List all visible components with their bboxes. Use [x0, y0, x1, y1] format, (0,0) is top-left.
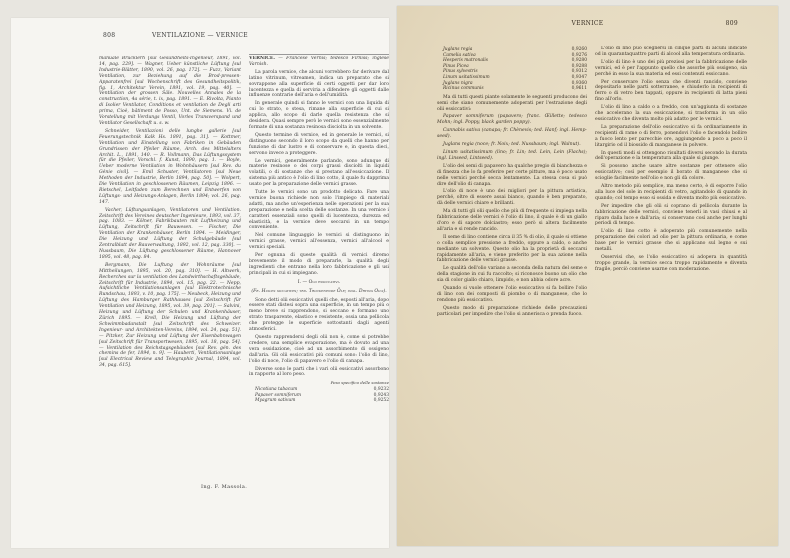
left-running-head: VENTILAZIONE — VERNICE: [152, 32, 248, 39]
body-paragraph: Si possono anche usare altre sostanze per ottenere olio essiccativo; così per esempio il borato di manganese che si scioglie facilmente nell'olio e non gli dà colore.: [595, 164, 747, 182]
seed-entry: Papaver somniferum (papavero; franc. Œillette; tedesco Mohn; ingl. Poppy, black garden poppy).: [437, 114, 587, 126]
gravity-value: 0,9288: [571, 63, 587, 69]
right-running-head: VERNICE: [571, 20, 604, 27]
right-page: [397, 6, 778, 546]
gravity-value: 0,9280: [571, 58, 587, 64]
left-page-header: [11, 32, 389, 44]
bibliography-paragraph: manuale Brucklerh [sul Gesundheits-Ingenieur, 1891, vol. 14, pag. 229]. — Wagner, Ueber künstliche Lüftung [sul Industrie-Blätter, 1890, vol. 26, pag. 172]. — Fuzz, Variant Ventilation, zur Beziehung auf die Brod-pressen-Apparatenfrei [sul Wochenschrift des Gesundheitspolitik, fig. 1, Architektur Verein, 1891, vol. 19, pag. 40]. — Ventilation der grossen Säle. Nouvelles Annales de la construction, 4a série, t. ix, pag. 1891. — E. Rivolta, Pianto di Isolier Ventilator, Conditions et ventilation de Degli arti prima, Cioè, bâtiment de Posso, Unt. de Siemens. Vi. de Vorstellung mit Verdungs Ventil, Vorles Transverspand und Ventilator Gesellschaft u. s. w.: [99, 56, 241, 126]
plant-name: Juglans nigra: [443, 80, 473, 86]
body-paragraph: In generale quindi si fanno le vernici con una liquida di cui lo strato, o stesa, rimane alla superficie di cui si applica, allo scopo di darle quella resistenza che si desidera. Quasi sempre però le vernici sono essenzialmente formate di una sostanza resinosa disciolta in un solvente.: [249, 101, 389, 130]
body-paragraph: Per ognuna di queste qualità di vernici diremo brevemente il modo di prepararle, la qualità degli ingredienti che entrano nella loro fabbricazione e gli usi principali in cui si impiegano.: [249, 253, 389, 276]
plant-name: Juglans regia: [443, 47, 473, 52]
body-paragraph: In questi modi si ottengono risultati diversi secondo la durata dell'operazione e la temperatura alla quale si giunge.: [595, 150, 747, 162]
gravity-value: 0,9347: [571, 74, 587, 80]
gravity-value: 0,9232: [373, 387, 389, 393]
table-row: [249, 398, 389, 404]
plant-name: Hesperis matronalis: [443, 58, 489, 64]
section-heading: I. — Olii essiccativi.: [297, 279, 341, 285]
gravity-value: 0,9611: [571, 86, 587, 92]
gravity-value: 0,9276: [571, 52, 587, 58]
body-paragraph: La parola vernice, che alcuni vorrebbero far derivare dal latino vitrinum, vitreamen, indica un preparato che si sovrappone alla superficie di certi oggetti per dar loro lucentezza e quella di serviria a difendere gli oggetti dalle influenze contrarie dell'aria e dell'umidità.: [249, 69, 389, 99]
left-column-bibliography: [99, 56, 241, 476]
column-divider: [249, 54, 389, 55]
plant-name: Pinus sylvestris: [443, 69, 478, 75]
right-page-number: 809: [725, 20, 738, 27]
body-paragraph: Ma di tutti questi piante solamente le seguenti producono dei semi che siano comunemente adoperati per l'estrazione degli olii essiccativi:: [437, 94, 587, 112]
body-paragraph: Questo termine di vernice, ed in generale le vernici, si distinguono secondo il loro scopo da quelli che hanno per funzione di dar lustro e di conservare e, in questa dieci, servono invece a proteggere.: [249, 132, 389, 156]
entry-heading: [249, 56, 389, 68]
left-page: [11, 18, 389, 548]
plant-name: Camelia sativa: [443, 52, 476, 58]
body-paragraph: L'olio dei semi di papavero ha qualche pregio di bianchezza e di finezza che lo fa preferire per certe pitture, ma è poco usato nelle vernici perché secca lentamente. La stessa cosa si può dire dell'olio di canapa.: [437, 163, 587, 187]
entry-title: VERNICE.: [249, 56, 275, 61]
body-paragraph: Ma di tutti gli olii quello che più di frequente si impiega nella fabbricazione delle vernici è l'olio di lino, il quale è di un giallo d'oro e di sapore dolciastro; esso però si altera facilmente all'aria e si rende rancido.: [437, 209, 587, 232]
body-paragraph: L'olio di lino cotto è adoperato più comunemente nella preparazione dei colori ad olio per la pittura ordinaria, e come base per le vernici grasse che si applicano sul legno e sui metalli.: [595, 229, 747, 253]
table-side-note: Peso specifico delle sostanze: [330, 380, 389, 386]
gravity-value: 0,9252: [373, 398, 389, 404]
gravity-value: 0,9360: [571, 80, 587, 86]
author-signature: Ing. F. Massola.: [201, 484, 248, 490]
body-paragraph: L'olio di lino è uno dei più preziosi per la fabbricazione delle vernici, ed è per l'appunto quello che assorbe più ossigeno, sia perché in esso la sua materia ed essi contenuti essiccano.: [595, 59, 747, 77]
left-column-vernice: [249, 56, 389, 548]
plant-name: Papaver somniferum: [255, 392, 301, 398]
body-paragraph: Altro metodo più semplice, ma meno certo, è di esporre l'olio alla luce del sole in recipienti di vetro, agitandolo di quando in quando; col tempo esso si ossida e diventa molto più essiccativo.: [595, 184, 747, 201]
bibliography-paragraph: Bergmann, Die Luftung der Wohnräume [sul Mittheilungen, 1895, vol. 20, pag. 310]. — H. Altwerk, Recherches sur la ventilation des Landwirthschaftsgebäude, Zeitschrift für Industrie, 1894, vol. 15, pag. 22. — Nepp, Aufsichtliche Ventilationsanlagen [sul Elektrotechnische Rundschau, 1893, v. 10, pag. 175]. — Neubeck, Heizung und Lüftung des Hamburger Rathhauses [sul Zeitschrift für Ventilation und Heizung, 1895, vol. 39, pag. 201]. — Salvini, Heizung und Lüftung der Schulen und Krankenhäuser, Zürich 1895. — Krell, Die Heizung und Lüftung der Schwimmbadanstalt [sul Zeitschrift des Schweizer. Ingenieur- und Architekten-Vereins, 1894, vol. 24, pag. 51]. — Pitzker, Zur Heizung und Lüftung der Eisenbahnwagen [sul Zeitschrift für Transportwesen, 1895, vol. 18, pag. 54]. — Ventilation des Reichstagsgebäudes [sul Rev. gén. des chemins de fer, 1894, n. 9]. — Hauberti, Ventilationsanlage [sul Electrical Review and Telegraphic Journal, 1894, vol. 34, pag. 615].: [99, 262, 241, 369]
right-column-a: [437, 46, 587, 536]
specific-gravity-table-continued: [437, 47, 587, 92]
plant-name: Myagrum sativum: [255, 398, 296, 404]
left-page-number: 808: [103, 32, 116, 39]
body-paragraph: Diverse sono le parti che i vari olii essiccativi assorbono in rapporto al loro peso.: [249, 366, 389, 378]
body-paragraph: Per impedire che gli olii si coprano di pellicola durante la fabbricazione delle vernici, conviene tenerli in vasi chiusi e al riparo dalla luce e dall'aria; si conservano così anche per lunghi periodi di tempo.: [595, 203, 747, 227]
plant-name: Ricinus communis: [443, 86, 484, 92]
seed-entry: Juglans regia (noce; fr. Noix; ted. Nussbaum; ingl. Walnut).: [443, 142, 581, 148]
seed-entry: Cannabis sativa (canapa; fr. Chènevis; ted. Hanf; ingl. Hemp-seed).: [437, 128, 587, 140]
body-paragraph: Per conservare l'olio senza che diventi rancido, conviene depositarlo nelle parti sotterranee, e chiuderlo in recipienti di ferro o di vetro ben tappati, oppure in recipienti di latta pieni fino all'orlo.: [595, 79, 747, 103]
plant-name: Linum usitatissimum: [443, 74, 490, 80]
body-paragraph: Sono detti olii essiccativi quelli che, esposti all'aria, dopo essere stati distesi sopra una superficie, in un tempo più o meno breve si rapprendono, si seccano e formano uno strato trasparente, elastico e resistente, ossia una pellicola che protegge le superficie sottostanti dagli agenti atmosferici.: [249, 297, 389, 333]
section-subheading: (Fr. Huiles siccatives; ted. Trockenende Öle; ingl. Drying Oils).: [251, 288, 387, 294]
body-paragraph: Tutte le vernici sono un prodotto delicato. Fare una vernice buona richiede non solo l'impiego di materiali adatti, ma anche un'esperienza nelle operazioni per la sua preparazione e nella scelta delle sostanze. In una vernice i caratteri essenziali sono quelli di lucentezza, durezza ed elasticità, e la vernice deve seccarsi in un tempo conveniente.: [249, 190, 389, 231]
body-paragraph: Le vernici, generalmente parlando, sono adunque di materie resinose o dei corpi grassi disciolti in liquidi volatili, o di sostanze che si prestano all'essiccazione. Il sistema più antico è l'olio di lino cotto, il quale fu dapprima usato per la preparazione delle vernici grasse.: [249, 158, 389, 188]
body-paragraph: Quando si vuole ottenere l'olio essiccativo si fa bollire l'olio di lino con dei composti di piombo o di manganese, che lo rendono più essiccativo.: [437, 286, 587, 303]
gravity-value: 0,9260: [571, 47, 587, 52]
gravity-value: 0,9243: [373, 392, 389, 398]
body-paragraph: Osservisi che, se l'olio essiccativo si adopera in quantità troppo grande, la vernice secca troppo rapidamente e diventa fragile, perciò conviene usarne con moderazione.: [595, 255, 747, 272]
bibliography-paragraph: Vacher, Lüftungsanlagen, Ventilatoren und Ventilation. Zeitschrift des Vereines deutscher Ingenieure, 1893, vol. 37, pag. 1083. — Kölner, Fabrikbauten mit Luftheizung und Lüftung, Zeitschrift für Bauwesen. — Fischer, Die Ventilation der Krankenhäuser, Berlin 1894. — Meidinger, Die Heizung und Lüftung der Schulgebäude [sul Zentralblatt der Bauverwaltung, 1892, vol. 12, pag. 330]. — Nussbaum, Die Lüftung geschlossener Räume, Hannover 1895, vol. 48, pag. 84.: [99, 207, 241, 260]
body-paragraph: L'olio di lino a caldo o a freddo, con un'aggiunta di sostanze che accelerano la sua essiccazione, si trasforma in un olio essiccativo che diventa molto più adatto per le vernici.: [595, 105, 747, 122]
specific-gravity-table: [249, 387, 389, 404]
body-paragraph: Questo rapprendersi degli olii non è, come si potrebbe credere, una semplice evaporazione, ma è dovuto ad una vera ossidazione, cioè ad un assorbimento di ossigeno dall'aria. Gli olii essiccativi più comuni sono: l'olio di lino, l'olio di noce, l'olio di papavero e l'olio di canapa.: [249, 334, 389, 364]
body-paragraph: Le qualità dell'olio variano a seconda della natura del seme e della stagione in cui fu raccolto; si riconosce buono un olio che sia di color giallo chiaro, limpido, e non abbia odore acre.: [437, 266, 587, 284]
plant-name: Nicotiana tabacum: [255, 387, 298, 393]
right-page-header: [397, 20, 778, 32]
body-paragraph: Il seme di lino contiene circa il 35 % di olio, il quale si ottiene o colla semplice pressione a freddo, oppure a caldo, o anche mediante un solvente. Questo olio ha la proprietà di seccarsi rapidamente all'aria, e viene preferito per la sua azione nella fabbricazione delle vernici grasse.: [437, 234, 587, 264]
body-paragraph: L'olio di lino può scegliersi in cinque parti di alcuni indicate od in quarantaquattro parti di alcool alla temperatura ordinaria.: [595, 46, 747, 57]
bibliography-paragraph: Schneider, Ventilazioni delle lunghe gallerie [sul Feuerungstechnik Kalk Hs. 1891, pag. 31]. — Kottmer, Ventilation und Einstellung von Fabriken in Gebäuden Grundrissen der Pfeiler Räume, Arch. des Mittelalters Archit. L., 1891, 140. — R. Vollmann, Das Lüftungssystem für die Pfeiler, Vorschl. f. Kunst, 1890, pag. 1. — Boyle, Ueber moderne Ventilation in Wohnhäusern [sul Rev. du Génie civil]. — Emil Schuster, Ventilatoren [sul Neue Methoden der Industrie, Berlin 1894, pag. 50]. — Wolpert, Die Ventilation in geschlossenen Räumen, Leipzig 1896. — Rietschel, Leitfaden zum Berechnen und Entwerfen von Lüftungs- und Heizungs-Anlagen, Berlin 1894; vol. 26, pag. 147.: [99, 128, 241, 205]
entry-translations: — Francese Vernis; tedesco Firniss; inglese Varnish.: [249, 56, 389, 67]
table-row: [437, 86, 587, 92]
right-column-b: [595, 46, 747, 536]
body-paragraph: La preparazione dell'olio essiccativo si fa ordinariamente in recipienti di rame o di ferro, ponendovi l'olio e facendolo bollire a fuoco lento per parecchie ore, aggiungendo a poco a poco il litargirio od il biossido di manganese in polvere.: [595, 124, 747, 148]
body-paragraph: L'olio di noce è uno dei migliori per la pittura artistica, perché, oltre di essere assai bianco, quando è ben preparato, dà delle vernici chiare e brillanti.: [437, 189, 587, 207]
plant-name: Pinus Picea: [443, 63, 469, 69]
seed-entry: Linum usitatissimum (lino; fr. Lin; ted. Lein, Lein (Flachs); ingl. Linseed, Lintseed).: [437, 150, 587, 161]
body-paragraph: Nel comune linguaggio le vernici si distinguono in vernici grasse, vernici all'essenza, vernici all'alcool e vernici speciali.: [249, 233, 389, 251]
body-paragraph: Questo modo di preparazione richiede delle precauzioni particolari per impedire che l'olio si annerisca o prenda fuoco.: [437, 305, 587, 317]
gravity-value: 0,9312: [571, 69, 587, 75]
